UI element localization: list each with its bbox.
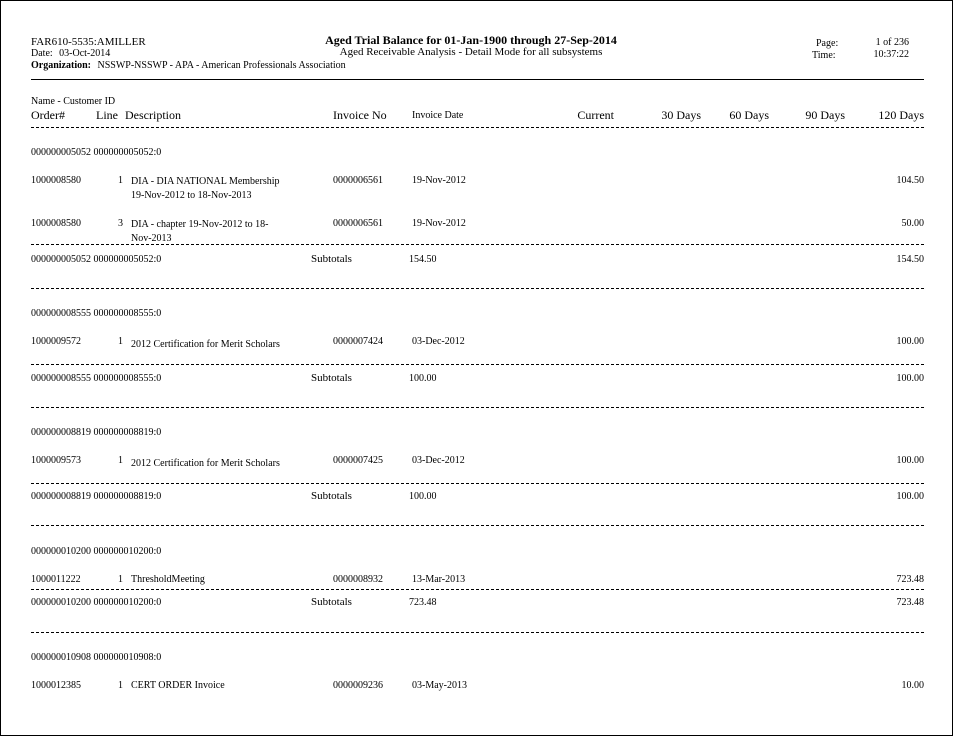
page-label: Page: bbox=[816, 38, 839, 49]
subtotal-label: Subtotals bbox=[311, 372, 352, 384]
report-title: Aged Trial Balance for 01-Jan-1900 through 27-Sep-2014 bbox=[325, 33, 617, 47]
line-invoice-no: 0000006561 bbox=[333, 218, 383, 229]
col-name-customer-id: Name - Customer ID bbox=[31, 96, 116, 107]
col-30-days: 30 Days bbox=[661, 108, 701, 122]
line-invoice-no: 0000006561 bbox=[333, 175, 383, 186]
subtotal-label: Subtotals bbox=[311, 490, 352, 502]
group-divider bbox=[31, 525, 924, 526]
line-120-days: 100.00 bbox=[896, 336, 924, 347]
header-divider bbox=[31, 79, 924, 80]
col-60-days: 60 Days bbox=[729, 108, 769, 122]
subtotal-total: 154.50 bbox=[409, 254, 437, 265]
line-number: 1 bbox=[118, 175, 123, 186]
line-120-days: 104.50 bbox=[896, 175, 924, 186]
report-id: FAR610-5535:AMILLER bbox=[31, 36, 146, 48]
line-description: DIA - chapter 19-Nov-2012 to 18-Nov-2013 bbox=[131, 219, 269, 244]
report-subtitle: Aged Receivable Analysis - Detail Mode for all subsystems bbox=[339, 46, 603, 58]
col-invoice-no: Invoice No bbox=[333, 108, 387, 122]
line-number: 3 bbox=[118, 218, 123, 229]
line-invoice-no: 0000007425 bbox=[333, 455, 383, 466]
line-invoice-date: 03-Dec-2012 bbox=[412, 455, 465, 466]
line-description: CERT ORDER Invoice bbox=[131, 680, 225, 691]
customer-heading: 000000010908 000000010908:0 bbox=[31, 652, 162, 663]
line-description: 2012 Certification for Merit Scholars bbox=[131, 458, 280, 469]
line-order: 1000009573 bbox=[31, 455, 81, 466]
line-order: 1000008580 bbox=[31, 175, 81, 186]
subtotal-label: Subtotals bbox=[311, 253, 352, 265]
col-invoice-date: Invoice Date bbox=[412, 110, 464, 121]
line-invoice-date: 19-Nov-2012 bbox=[412, 218, 466, 229]
subtotal-120-days: 100.00 bbox=[896, 373, 924, 384]
subtotal-label: Subtotals bbox=[311, 596, 352, 608]
line-invoice-no: 0000009236 bbox=[333, 680, 383, 691]
subtotal-divider bbox=[31, 244, 924, 245]
line-order: 1000012385 bbox=[31, 680, 81, 691]
line-order: 1000008580 bbox=[31, 218, 81, 229]
group-divider bbox=[31, 288, 924, 289]
line-description: DIA - DIA NATIONAL Membership 19-Nov-2012 to 18-Nov-2013 bbox=[131, 176, 280, 201]
customer-heading: 000000005052 000000005052:0 bbox=[31, 147, 162, 158]
subtotal-customer: 000000008819 000000008819:0 bbox=[31, 491, 162, 502]
col-order: Order# bbox=[31, 108, 65, 122]
time-value: 10:37:22 bbox=[873, 49, 909, 60]
col-current: Current bbox=[577, 108, 614, 122]
line-description: 2012 Certification for Merit Scholars bbox=[131, 339, 280, 350]
line-order: 1000011222 bbox=[31, 574, 81, 585]
subtotal-120-days: 154.50 bbox=[896, 254, 924, 265]
subtotal-divider bbox=[31, 483, 924, 484]
organization bbox=[31, 60, 346, 71]
subtotal-total: 100.00 bbox=[409, 491, 437, 502]
subtotal-120-days: 100.00 bbox=[896, 491, 924, 502]
line-120-days: 723.48 bbox=[896, 574, 924, 585]
subtotal-divider bbox=[31, 589, 924, 590]
column-header-divider bbox=[31, 127, 924, 128]
page-value: 1 of 236 bbox=[875, 37, 909, 48]
report-date bbox=[31, 48, 110, 59]
line-120-days: 10.00 bbox=[901, 680, 924, 691]
subtotal-customer: 000000005052 000000005052:0 bbox=[31, 254, 162, 265]
subtotal-customer: 000000008555 000000008555:0 bbox=[31, 373, 162, 384]
line-number: 1 bbox=[118, 680, 123, 691]
line-invoice-date: 03-Dec-2012 bbox=[412, 336, 465, 347]
line-description: ThresholdMeeting bbox=[131, 574, 205, 585]
subtotal-divider bbox=[31, 364, 924, 365]
subtotal-total: 100.00 bbox=[409, 373, 437, 384]
line-order: 1000009572 bbox=[31, 336, 81, 347]
group-divider bbox=[31, 407, 924, 408]
line-invoice-no: 0000007424 bbox=[333, 336, 383, 347]
org-value: NSSWP-NSSWP - APA - American Professionals Association bbox=[97, 60, 346, 71]
line-number: 1 bbox=[118, 455, 123, 466]
customer-heading: 000000008819 000000008819:0 bbox=[31, 427, 162, 438]
subtotal-total: 723.48 bbox=[409, 597, 437, 608]
line-number: 1 bbox=[118, 336, 123, 347]
line-120-days: 50.00 bbox=[901, 218, 924, 229]
date-label: Date: bbox=[31, 48, 53, 59]
subtotal-120-days: 723.48 bbox=[896, 597, 924, 608]
customer-heading: 000000010200 000000010200:0 bbox=[31, 546, 162, 557]
group-divider bbox=[31, 632, 924, 633]
subtotal-customer: 000000010200 000000010200:0 bbox=[31, 597, 162, 608]
line-invoice-date: 13-Mar-2013 bbox=[412, 574, 466, 585]
col-120-days: 120 Days bbox=[878, 108, 924, 122]
col-90-days: 90 Days bbox=[805, 108, 845, 122]
line-invoice-date: 03-May-2013 bbox=[412, 680, 467, 691]
col-description: Description bbox=[125, 108, 181, 122]
col-line: Line bbox=[96, 108, 118, 122]
line-120-days: 100.00 bbox=[896, 455, 924, 466]
line-invoice-date: 19-Nov-2012 bbox=[412, 175, 466, 186]
customer-heading: 000000008555 000000008555:0 bbox=[31, 308, 162, 319]
line-number: 1 bbox=[118, 574, 123, 585]
time-label: Time: bbox=[812, 50, 836, 61]
line-invoice-no: 0000008932 bbox=[333, 574, 383, 585]
org-label: Organization: bbox=[31, 60, 91, 71]
date-value: 03-Oct-2014 bbox=[59, 48, 111, 59]
